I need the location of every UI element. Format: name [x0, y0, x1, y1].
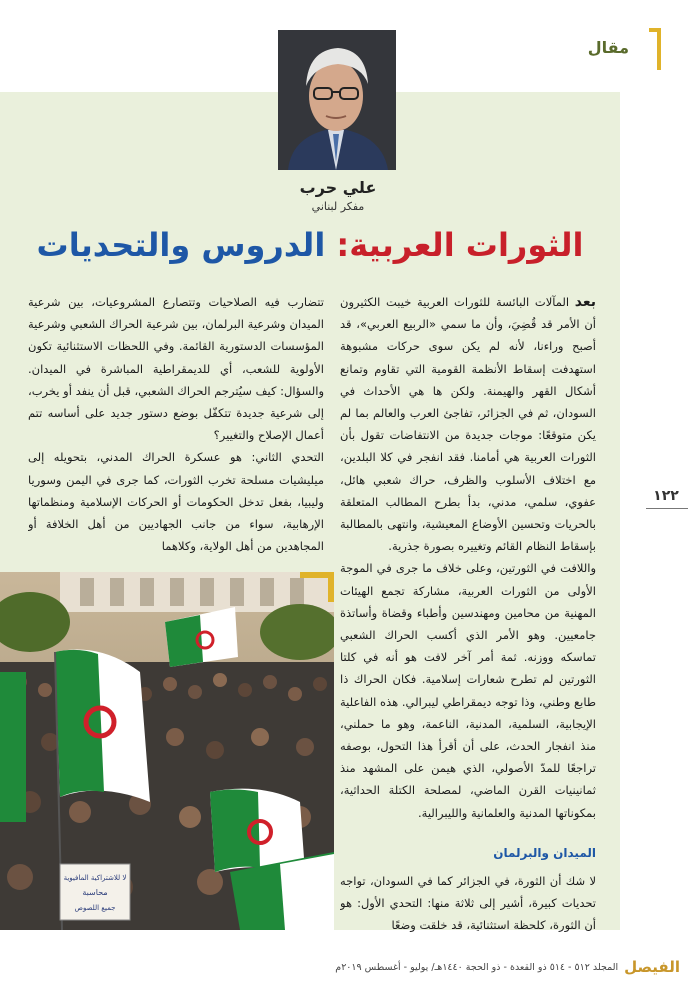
sign-line-2: محاسبة	[82, 888, 108, 897]
issue-info: المجلد ٥١٢ - ٥١٤ ذو القعدة - ذو الحجة ١٤٤٠هـ/ يوليو - أغسطس ٢٠١٩م	[335, 961, 619, 973]
article-subheading: الميدان والبرلمان	[493, 846, 596, 860]
article-paragraph: واللافت في الثورتين، وعلى خلاف ما جرى في الموجة الأولى من الثورات العربية، مشاركة تجمع الهيئات المهنية من محامين ومهندسين وأطباء وقضاة وأساتذة جامعيين. وهو الأمر الذي أكسب الحراك الشعبي تماسكه ووزنه. ثمة أمر آخر لافت هو أنه في كلتا الثورتين لم تطرح شعارات إسلامية. فكان الحراك ذا طابع وطني، وذا توجه ديمقراطي ليبرالي. هذه الفاعلية الإيجابية، السلمية، المدنية، الناعمة، وهو ما حملني، منذ انفجار الحدث، على أن أقرأ هذا التحول، بوصفه تراجعًا للمدّ الأصولي، الذي هيمن على المشهد منذ ثمانينيات القرن الماضي، لمصلحة الكتلة الحداثية، بمكوناتها المدنية والعلمانية والليبرالية.	[340, 561, 596, 820]
article-column-right-bottom	[340, 870, 596, 932]
headline-part-1: الثورات العربية:	[336, 226, 584, 264]
article-column-right	[340, 291, 596, 851]
section-label: مقال	[587, 38, 629, 57]
paragraph-text: المآلات البائسة للثورات العربية خيبت الكثيرون أن الأمر قد قُضِيَ، وأن ما سمي «الربيع العربي»، قد أصبح وراءنا، لأنه لم يكن سوى حركات مشبوهة استهدفت إسقاط الأنظمة القومية التي تقاوم وتمانع أشكال القهر والهيمنة. ولكن ها هي الأحداث في السودان، ثم في الجزائر، تفاجئ العرب والعالم بما لم يكن متوقعًا: موجات جديدة من الانتفاضات تقول بأن الثورات العربية هي أمامنا. فقد انفجر في كلا البلدين، مع اختلاف الأسلوب والظرف، حراك شعبي هائل، عفوي، سلمي، مدني، بدأ بطرح المطالب المتعلقة بالحريات وتحسين الأوضاع المعيشية، وانتهى بالمطالبة بإسقاط النظام القائم وتغييره بصورة جذرية.	[340, 295, 596, 554]
author-photo	[278, 30, 396, 170]
sign-line-1: لا للاشتراكية المافيوية	[63, 874, 127, 882]
protest-sign	[60, 864, 130, 920]
article-paragraph: لا شك أن الثورة، في الجزائر كما في السودان، تواجه تحديات كبيرة، أشير إلى ثلاثة منها: التحدي الأول: هو أن الثورة، كلحظة استثنائية، قد خلقت وضعًا	[340, 874, 596, 932]
author-portrait-illustration	[278, 30, 396, 170]
page-number-rule	[646, 508, 688, 509]
article-paragraph: تتضارب فيه الصلاحيات وتتصارع المشروعيات، بين شرعية الميدان وشرعية البرلمان، بين شرعية الحراك الشعبي وشرعية المؤسسات الدستورية القائمة. وفي اللحظات الاستثنائية تكون الأولوية للشعب، أي للديمقراطية المباشرة في الميدان. والسؤال: كيف سيُترجم الحراك الشعبي، قبل أن ينفد أو يخرب، إلى شرعية جديدة تتكفّل بوضع دستور جديد على أساسه تتم أعمال الإصلاح والتغيير؟	[28, 295, 324, 443]
flag-edge-left	[0, 672, 26, 822]
section-corner-mark	[649, 28, 661, 70]
magazine-logo: الفيصل	[624, 958, 680, 976]
article-paragraph	[340, 291, 596, 557]
article-headline	[20, 226, 600, 264]
lead-word: بعد	[574, 294, 596, 310]
author-name: علي حرب	[299, 178, 377, 197]
algerian-flag-right	[210, 789, 305, 872]
article-column-left	[28, 291, 324, 561]
sign-line-3: جميع اللصوص	[74, 904, 116, 912]
author-title: مفكر لبناني	[311, 200, 365, 213]
page-number: ١٢٢	[653, 488, 679, 504]
protest-crowd-illustration	[0, 572, 334, 930]
headline-part-2: الدروس والتحديات	[36, 226, 337, 264]
protest-photo	[0, 572, 334, 930]
page-footer	[335, 958, 680, 976]
article-paragraph: التحدي الثاني: هو عسكرة الحراك المدني، بتحويله إلى ميليشيات مسلحة تخرب الثورات، كما جرى في اليمن وسوريا وليبيا، بفعل تدخل الحكومات أو الحركات الإسلامية ومنظماتها الإرهابية، سواء من جانب الجهاديين من أهل الخلافة أو المجاهدين من أهل الولاية، وكلاهما	[28, 450, 324, 554]
